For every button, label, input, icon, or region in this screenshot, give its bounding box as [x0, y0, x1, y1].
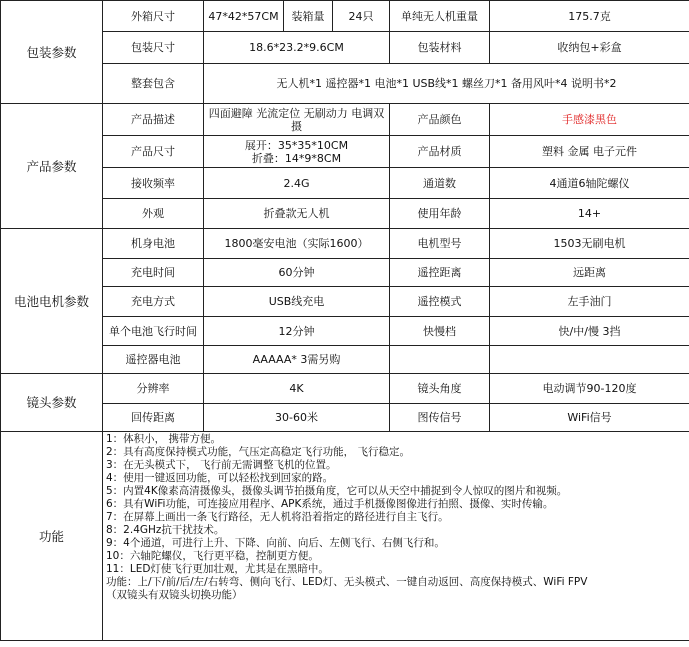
- charge-method-row: [1, 287, 689, 317]
- function-line: 7：在屏幕上画出一条飞行路径，无人机将沿着指定的路径进行自主飞行。: [106, 511, 449, 523]
- charge-time-row: [1, 259, 689, 287]
- signal-value: WiFi信号: [490, 404, 689, 432]
- section-packaging-title: 包装参数: [1, 1, 103, 104]
- rc-mode-label: 遥控模式: [390, 287, 490, 317]
- desc-label: 产品描述: [103, 104, 204, 136]
- charge-method-value: USB线充电: [204, 287, 390, 317]
- transmit-label: 回传距离: [103, 404, 204, 432]
- function-line: （双镜头有双镜头切换功能）: [106, 589, 243, 601]
- charge-method-label: 充电方式: [103, 287, 204, 317]
- charge-time-value: 60分钟: [204, 259, 390, 287]
- section-functions-title: 功能: [1, 432, 103, 641]
- size-unfold: 展开：35*35*10CM: [244, 138, 349, 152]
- look-value: 折叠款无人机: [204, 199, 390, 229]
- size-row: [1, 136, 689, 168]
- carton-qty-value: 24只: [333, 1, 390, 32]
- net-weight-value: 175.7克: [490, 1, 689, 32]
- functions-list: [103, 432, 689, 641]
- look-label: 外观: [103, 199, 204, 229]
- package-size-label: 包装尺寸: [103, 32, 204, 64]
- resolution-row: [1, 374, 689, 404]
- carton-size-value: 47*42*57CM: [204, 1, 284, 32]
- function-line: 6：具有WiFi功能，可连接应用程序、APK系统，通过手机摄像图像进行拍照、摄像、实时传输。: [106, 498, 554, 510]
- section-product-title: 产品参数: [1, 104, 103, 229]
- carton-qty-label: 装箱量: [284, 1, 333, 32]
- function-line: 2：具有高度保持模式功能，气压定高稳定飞行功能， 飞行稳定。: [106, 446, 411, 458]
- body-battery-label: 机身电池: [103, 229, 204, 259]
- motor-label: 电机型号: [390, 229, 490, 259]
- rc-range-label: 遥控距离: [390, 259, 490, 287]
- size-value: [204, 136, 390, 168]
- function-line: 功能：上/下/前/后/左/右转弯、侧向飞行、LED灯、无头模式、一键自动返回、高度保持模式、WiFi FPV: [106, 576, 588, 588]
- function-line: 5：内置4K像素高清摄像头，摄像头调节拍摄角度，它可以从天空中捕捉到令人惊叹的图片和视频。: [106, 485, 568, 497]
- desc-value: 四面避障 光流定位 无刷动力 电调双摄: [204, 104, 390, 136]
- flight-time-row: [1, 317, 689, 346]
- size-fold: 折叠：14*9*8CM: [251, 151, 342, 165]
- charge-time-label: 充电时间: [103, 259, 204, 287]
- look-row: [1, 199, 689, 229]
- color-label: 产品颜色: [390, 104, 490, 136]
- rc-battery-value: AAAAA* 3需另购: [204, 346, 390, 374]
- rc-battery-empty: [490, 346, 689, 374]
- flight-time-label: 单个电池飞行时间: [103, 317, 204, 346]
- kit-row: [1, 64, 689, 104]
- material-value: 塑料 金属 电子元件: [490, 136, 689, 168]
- freq-label: 接收频率: [103, 168, 204, 199]
- function-line: 11：LED灯使飞行更加壮观，尤其是在黑暗中。: [106, 563, 329, 575]
- channel-value: 4通道6轴陀螺仪: [490, 168, 689, 199]
- angle-label: 镜头角度: [390, 374, 490, 404]
- age-label: 使用年龄: [390, 199, 490, 229]
- function-line: 4：使用一键返回功能，可以轻松找到回家的路。: [106, 472, 334, 484]
- carton-size-label: 外箱尺寸: [103, 1, 204, 32]
- rc-battery-spacer: [390, 346, 490, 374]
- package-material-value: 收纳包+彩盒: [490, 32, 689, 64]
- rc-range-value: 远距离: [490, 259, 689, 287]
- carton-row: [1, 1, 689, 32]
- section-camera-title: 镜头参数: [1, 374, 103, 432]
- desc-row: [1, 104, 689, 136]
- flight-time-value: 12分钟: [204, 317, 390, 346]
- signal-label: 图传信号: [390, 404, 490, 432]
- body-battery-value: 1800毫安电池（实际1600）: [204, 229, 390, 259]
- transmit-row: [1, 404, 689, 432]
- kit-value: 无人机*1 遥控器*1 电池*1 USB线*1 螺丝刀*1 备用风叶*4 说明书*2: [204, 64, 689, 104]
- motor-value: 1503无刷电机: [490, 229, 689, 259]
- rc-battery-label: 遥控器电池: [103, 346, 204, 374]
- resolution-value: 4K: [204, 374, 390, 404]
- function-line: 1：体积小， 携带方便。: [106, 433, 222, 445]
- resolution-label: 分辨率: [103, 374, 204, 404]
- net-weight-label: 单纯无人机重量: [390, 1, 490, 32]
- material-label: 产品材质: [390, 136, 490, 168]
- channel-label: 通道数: [390, 168, 490, 199]
- age-value: 14+: [490, 199, 689, 229]
- functions-row: [1, 432, 689, 641]
- function-line: 8：2.4GHz抗干扰技术。: [106, 524, 225, 536]
- section-battery-title: 电池电机参数: [1, 229, 103, 374]
- rc-battery-row: [1, 346, 689, 374]
- freq-row: [1, 168, 689, 199]
- function-line: 10：六轴陀螺仪，飞行更平稳，控制更方便。: [106, 550, 319, 562]
- function-line: 9：4个通道，可进行上升、下降、向前、向后、左侧飞行、右侧飞行和。: [106, 537, 445, 549]
- angle-value: 电动调节90-120度: [490, 374, 689, 404]
- speed-value: 快/中/慢 3挡: [490, 317, 689, 346]
- freq-value: 2.4G: [204, 168, 390, 199]
- package-size-row: [1, 32, 689, 64]
- kit-label: 整套包含: [103, 64, 204, 104]
- transmit-value: 30-60米: [204, 404, 390, 432]
- package-size-value: 18.6*23.2*9.6CM: [204, 32, 390, 64]
- function-line: 3：在无头模式下， 飞行前无需调整飞机的位置。: [106, 459, 337, 471]
- body-battery-row: [1, 229, 689, 259]
- size-label: 产品尺寸: [103, 136, 204, 168]
- package-material-label: 包装材料: [390, 32, 490, 64]
- color-value: 手感漆黑色: [490, 104, 689, 136]
- speed-label: 快慢档: [390, 317, 490, 346]
- rc-mode-value: 左手油门: [490, 287, 689, 317]
